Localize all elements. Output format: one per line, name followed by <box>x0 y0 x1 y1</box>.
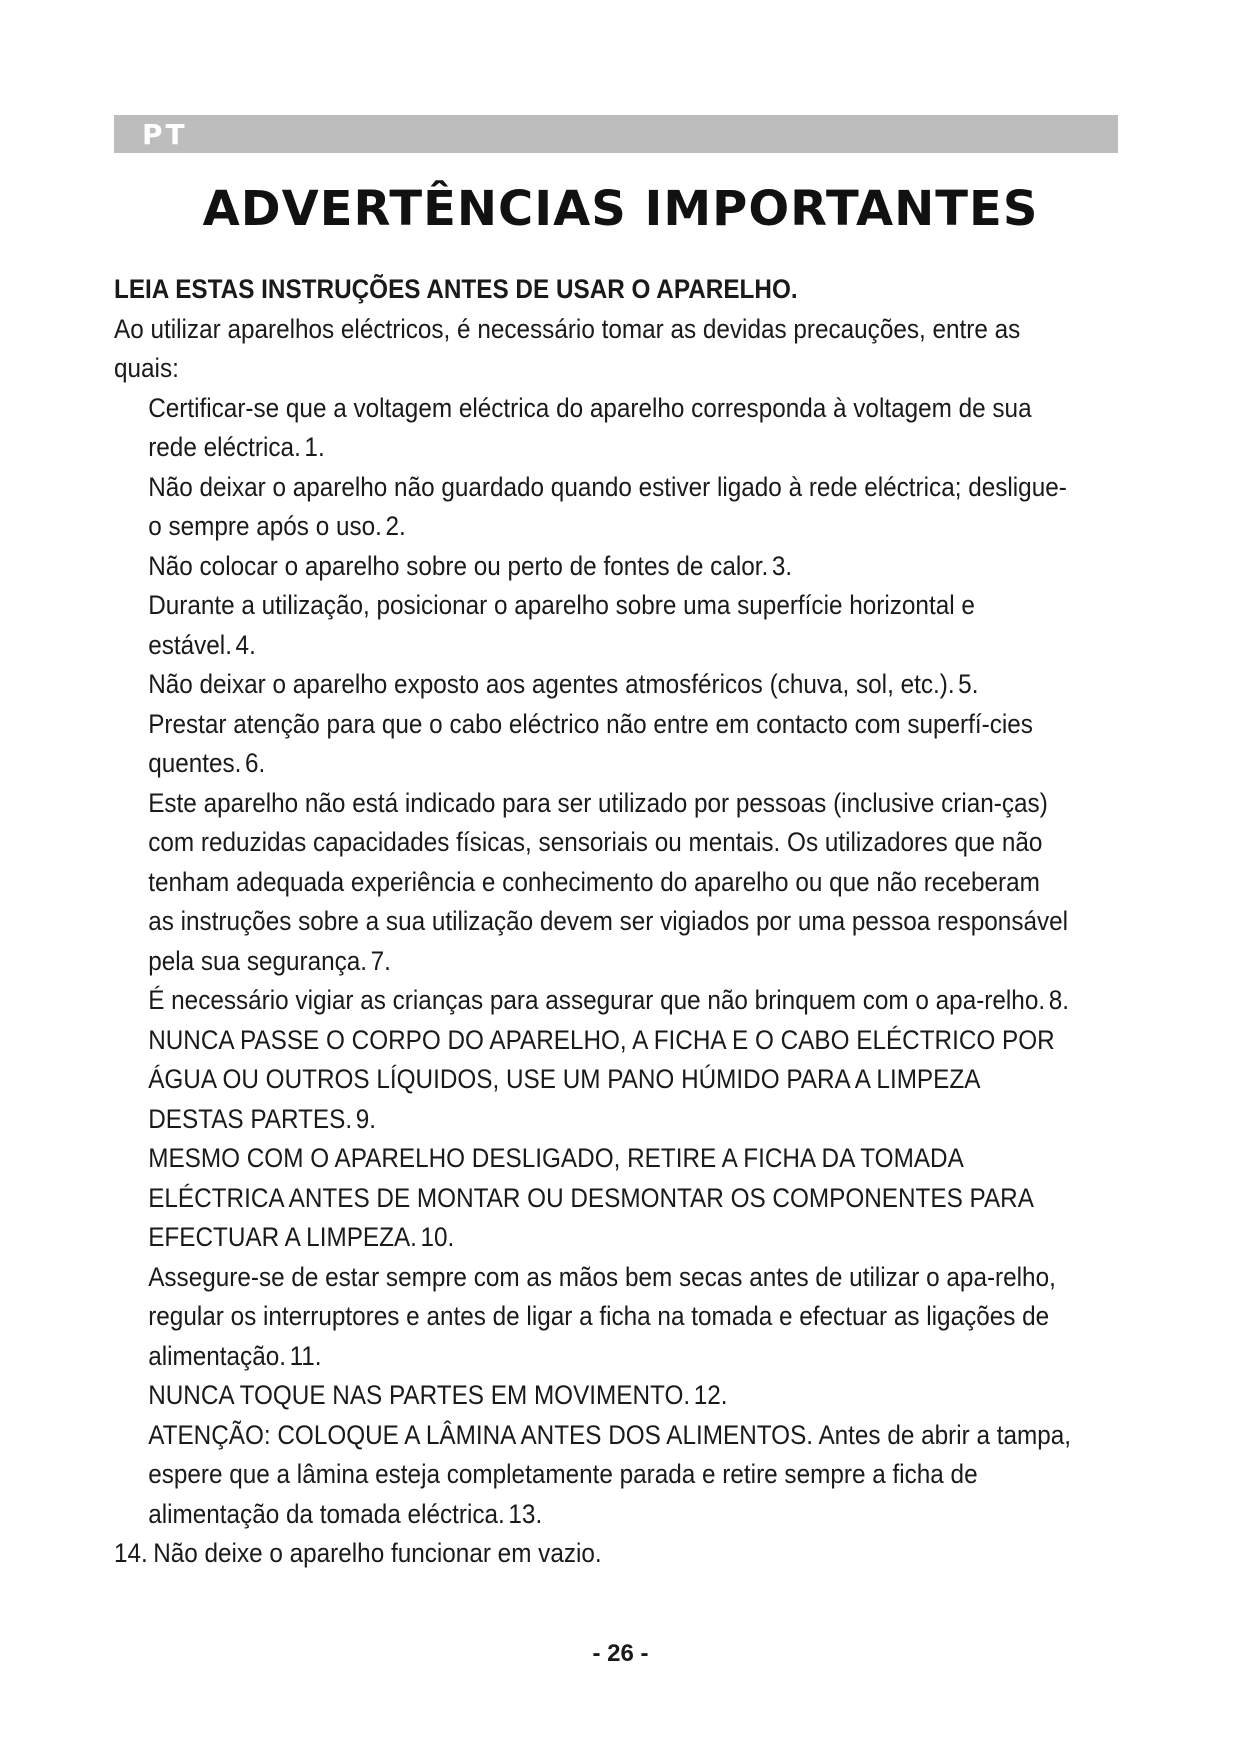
warning-text: NUNCA PASSE O CORPO DO APARELHO, A FICHA E O CABO ELÉCTRICO POR ÁGUA OU OUTROS LÍQUIDOS, USE UM PANO HÚMIDO PARA A LIMPEZA DESTAS PARTES. <box>148 1024 1055 1134</box>
warning-number: 13. <box>508 1498 543 1529</box>
warning-number: 8. <box>1048 985 1069 1015</box>
warning-number: 9. <box>355 1103 376 1134</box>
warnings-section <box>114 270 1072 1574</box>
warning-number: 14. <box>114 1538 148 1568</box>
warning-number: 10. <box>420 1222 455 1252</box>
warning-item <box>114 705 1072 784</box>
warning-text: Prestar atenção para que o cabo eléctrico não entre em contacto com superfí-cies quentes. <box>148 708 1033 778</box>
warning-text: Não colocar o aparelho sobre ou perto de fontes de calor. <box>148 550 769 581</box>
warning-text: MESMO COM O APARELHO DESLIGADO, RETIRE A FICHA DA TOMADA ELÉCTRICA ANTES DE MONTAR OU DESMONTAR OS COMPONENTES PARA EFECTUAR A LIMPEZA. <box>148 1143 1033 1252</box>
warning-text: É necessário vigiar as crianças para assegurar que não brinquem com o apa-relho. <box>148 985 1046 1015</box>
warning-number: 4. <box>235 629 256 660</box>
warning-item <box>114 1258 1072 1377</box>
warning-text: Certificar-se que a voltagem eléctrica do aparelho corresponda à voltagem de sua rede eléctrica. <box>148 392 1032 462</box>
warning-number: 7. <box>370 945 391 976</box>
warning-text: Assegure-se de estar sempre com as mãos bem secas antes de utilizar o apa-relho, regular os interruptores e antes de ligar a ficha na tomada e efectuar as ligações de alimentação. <box>148 1261 1056 1371</box>
warning-number: 6. <box>245 748 266 778</box>
warning-text: Não deixar o aparelho exposto aos agentes atmosféricos (chuva, sol, etc.). <box>148 669 955 699</box>
warning-item <box>114 1376 1072 1416</box>
warning-item <box>114 586 1072 665</box>
warning-number: 11. <box>289 1340 322 1371</box>
warning-number: 5. <box>958 669 979 699</box>
intro-paragraph: Ao utilizar aparelhos eléctricos, é necessário tomar as devidas precauções, entre as quais: <box>114 313 1021 383</box>
warning-number: 12. <box>693 1380 728 1410</box>
warning-item <box>114 1139 1072 1258</box>
warning-item <box>114 1534 1072 1574</box>
lead-instruction: LEIA ESTAS INSTRUÇÕES ANTES DE USAR O APARELHO. <box>114 274 798 304</box>
warning-text: NUNCA TOQUE NAS PARTES EM MOVIMENTO. <box>148 1380 691 1410</box>
warning-item <box>114 389 1072 468</box>
warning-item <box>114 468 1072 547</box>
warning-item <box>114 784 1072 982</box>
warning-item <box>114 1021 1072 1140</box>
warning-text: Este aparelho não está indicado para ser utilizado por pessoas (inclusive crian-ças) com reduzidas capacidades físicas, sensoriais ou mentais. Os utilizadores que não tenham adequada experiência e conhecimento do aparelho ou que não receberam as instruções sobre a sua utilização devem ser vigiados por uma pessoa responsável pela sua segurança. <box>148 787 1069 976</box>
warning-text: Não deixe o aparelho funcionar em vazio. <box>153 1538 602 1568</box>
language-header-bar <box>114 115 1118 153</box>
warning-number: 2. <box>385 511 406 541</box>
warning-item <box>114 547 1072 587</box>
page-title: ADVERTÊNCIAS IMPORTANTES <box>202 181 1039 237</box>
warning-item <box>114 981 1072 1021</box>
warning-number: 3. <box>771 550 793 581</box>
warnings-list <box>114 389 1072 1574</box>
warning-item <box>114 1416 1072 1535</box>
warning-item <box>114 665 1072 705</box>
warning-text: ATENÇÃO: COLOQUE A LÂMINA ANTES DOS ALIMENTOS. Antes de abrir a tampa, espere que a lâmina esteja completamente parada e retire sempre a ficha de alimentação da tomada eléctrica. <box>148 1419 1072 1529</box>
language-code: PT <box>142 118 188 151</box>
warning-number: 1. <box>304 432 325 462</box>
page-number: - 26 - <box>592 1640 649 1667</box>
warning-text: Durante a utilização, posicionar o aparelho sobre uma superfície horizontal e estável. <box>148 590 975 660</box>
warning-text: Não deixar o aparelho não guardado quando estiver ligado à rede eléctrica; desligue-o sempre após o uso. <box>148 471 1067 541</box>
